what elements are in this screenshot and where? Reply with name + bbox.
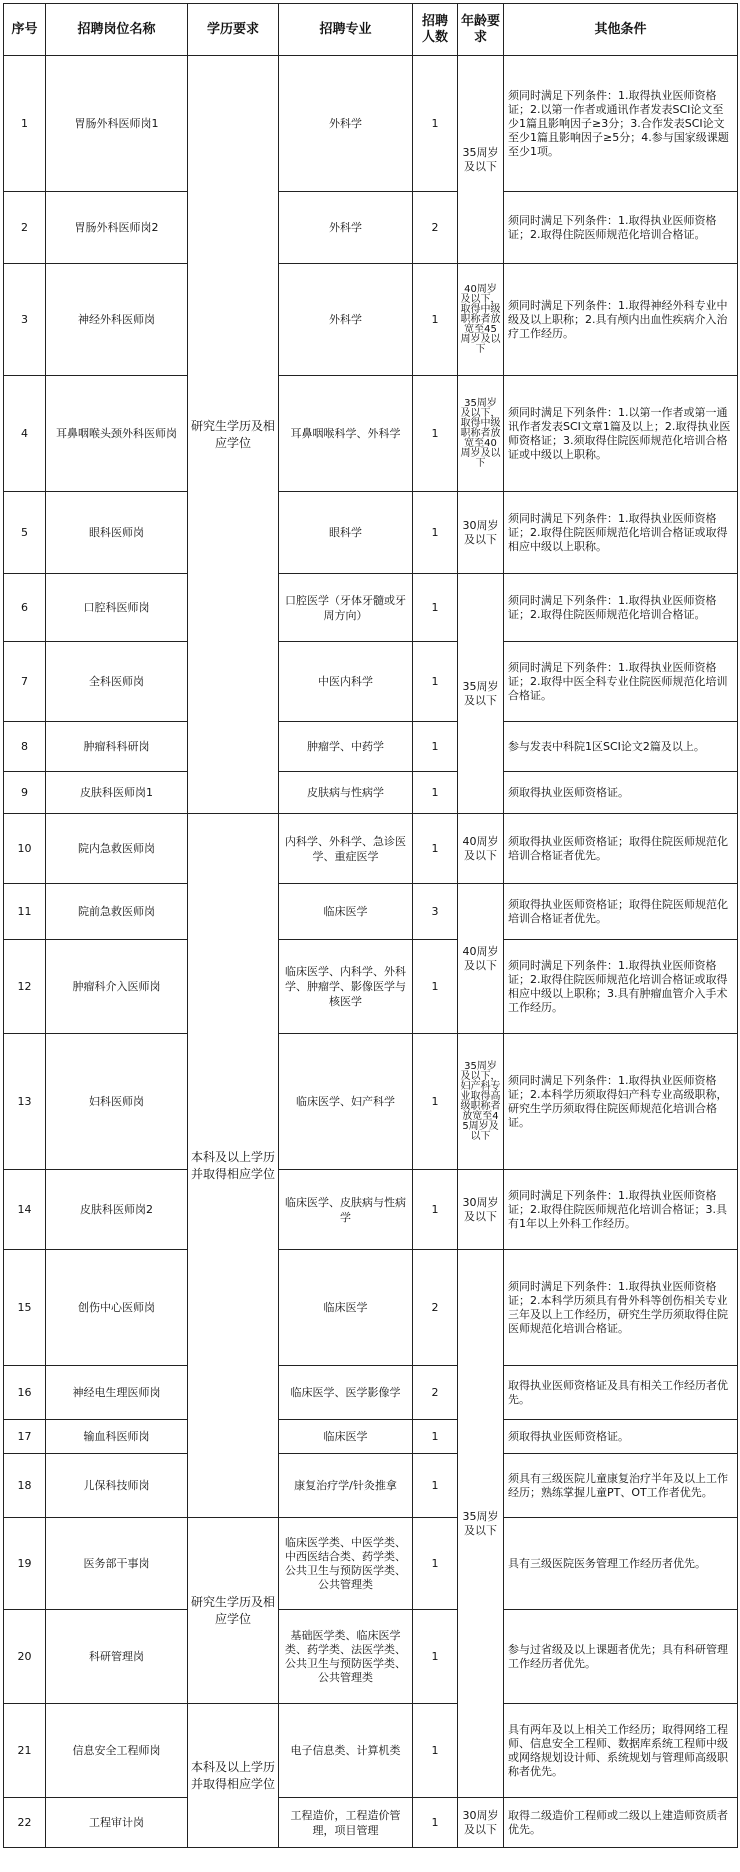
row-other: 须具有三级医院儿童康复治疗半年及以上工作经历；熟练掌握儿童PT、OT工作者优先。 [504,1454,738,1518]
table-row [4,814,738,884]
recruitment-table [3,3,738,1848]
table-row [4,940,738,1034]
row-post: 信息安全工程师岗 [46,1704,188,1798]
row-post: 肿瘤科介入医师岗 [46,940,188,1034]
row-count: 1 [413,1610,458,1704]
row-other: 具有三级医院医务管理工作经历者优先。 [504,1518,738,1610]
row-count: 2 [413,1250,458,1366]
row-no: 8 [4,722,46,772]
age-cell: 35周岁及以下，取得中级职称者放宽至40周岁及以下 [458,376,504,492]
row-count: 1 [413,722,458,772]
row-count: 1 [413,1420,458,1454]
table-row [4,1704,738,1798]
row-other: 须取得执业医师资格证。 [504,1420,738,1454]
row-no: 11 [4,884,46,940]
row-no: 15 [4,1250,46,1366]
row-other: 须同时满足下列条件：1.以第一作者或第一通讯作者发表SCI文章1篇及以上；2.取得执业医师资格证；3.须取得住院医师规范化培训合格证或中级以上职称。 [504,376,738,492]
table-row [4,56,738,192]
row-count: 1 [413,1798,458,1848]
age-cell: 35周岁及以下 [458,574,504,814]
row-no: 18 [4,1454,46,1518]
row-post: 输血科医师岗 [46,1420,188,1454]
row-other: 须同时满足下列条件：1.取得执业医师资格证；2.取得住院医师规范化培训合格证。 [504,574,738,642]
row-other: 须取得执业医师资格证。 [504,772,738,814]
row-other: 取得二级造价工程师或二级以上建造师资质者优先。 [504,1798,738,1848]
header-education: 学历要求 [188,4,279,56]
education-cell: 本科及以上学历并取得相应学位 [188,1704,279,1848]
row-no: 22 [4,1798,46,1848]
row-count: 1 [413,1170,458,1250]
age-cell: 40周岁及以下 [458,884,504,1034]
table-row [4,192,738,264]
table-row [4,722,738,772]
row-post: 胃肠外科医师岗1 [46,56,188,192]
age-cell: 35周岁及以下 [458,56,504,264]
row-no: 3 [4,264,46,376]
table-row [4,1518,738,1610]
row-major: 临床医学、皮肤病与性病学 [279,1170,413,1250]
header-count: 招聘人数 [413,4,458,56]
age-cell: 30周岁及以下 [458,1798,504,1848]
row-other: 具有两年及以上相关工作经历；取得网络工程师、信息安全工程师、数据库系统工程师中级或网络规划设计师、系统规划与管理师高级职称者优先。 [504,1704,738,1798]
row-no: 6 [4,574,46,642]
row-other: 须同时满足下列条件：1.取得执业医师资格证；2.以第一作者或通讯作者发表SCI论文至少1篇且影响因子≥3分；3.合作发表SCI论文至少1篇且影响因子≥5分；4.参与国家级课题至少1项。 [504,56,738,192]
row-major: 临床医学类、中医学类、中西医结合类、药学类、公共卫生与预防医学类、公共管理类 [279,1518,413,1610]
table-row [4,1366,738,1420]
education-cell: 本科及以上学历并取得相应学位 [188,814,279,1518]
row-major: 外科学 [279,264,413,376]
header-major: 招聘专业 [279,4,413,56]
row-post: 院前急救医师岗 [46,884,188,940]
row-post: 眼科医师岗 [46,492,188,574]
row-count: 2 [413,1366,458,1420]
row-post: 肿瘤科科研岗 [46,722,188,772]
row-no: 12 [4,940,46,1034]
row-no: 2 [4,192,46,264]
header-other: 其他条件 [504,4,738,56]
row-count: 2 [413,192,458,264]
row-count: 1 [413,56,458,192]
row-post: 口腔科医师岗 [46,574,188,642]
row-post: 儿保科技师岗 [46,1454,188,1518]
row-other: 取得执业医师资格证及具有相关工作经历者优先。 [504,1366,738,1420]
row-post: 耳鼻咽喉头颈外科医师岗 [46,376,188,492]
table-row [4,264,738,376]
table-row [4,376,738,492]
row-major: 临床医学、医学影像学 [279,1366,413,1420]
row-post: 神经外科医师岗 [46,264,188,376]
row-major: 临床医学、妇产科学 [279,1034,413,1170]
age-cell: 30周岁及以下 [458,492,504,574]
row-other: 须同时满足下列条件：1.取得神经外科专业中级及以上职称；2.具有颅内出血性疾病介入治疗工作经历。 [504,264,738,376]
header-row [4,4,738,56]
row-major: 外科学 [279,192,413,264]
row-no: 19 [4,1518,46,1610]
row-no: 13 [4,1034,46,1170]
table-row [4,642,738,722]
row-post: 工程审计岗 [46,1798,188,1848]
row-no: 7 [4,642,46,722]
row-post: 神经电生理医师岗 [46,1366,188,1420]
row-other: 须同时满足下列条件：1.取得执业医师资格证；2.取得住院医师规范化培训合格证或取得相应中级以上职称；3.具有肿瘤血管介入手术工作经历。 [504,940,738,1034]
table-row [4,1034,738,1170]
row-count: 1 [413,1704,458,1798]
row-count: 1 [413,814,458,884]
row-count: 1 [413,492,458,574]
row-post: 全科医师岗 [46,642,188,722]
row-no: 4 [4,376,46,492]
row-other: 须同时满足下列条件：1.取得执业医师资格证；2.取得中医全科专业住院医师规范化培训合格证。 [504,642,738,722]
row-post: 医务部干事岗 [46,1518,188,1610]
row-post: 胃肠外科医师岗2 [46,192,188,264]
table-row [4,492,738,574]
table-row [4,1454,738,1518]
row-major: 眼科学 [279,492,413,574]
table-row [4,1170,738,1250]
row-no: 14 [4,1170,46,1250]
row-other: 须同时满足下列条件：1.取得执业医师资格证；2.取得住院医师规范化培训合格证或取得相应中级以上职称。 [504,492,738,574]
table-row [4,772,738,814]
table-row [4,574,738,642]
education-cell: 研究生学历及相应学位 [188,56,279,814]
row-other: 须同时满足下列条件：1.取得执业医师资格证；2.本科学历须取得妇产科专业高级职称，研究生学历须取得住院医师规范化培训合格证。 [504,1034,738,1170]
age-cell: 35周岁及以下 [458,1250,504,1798]
row-post: 创伤中心医师岗 [46,1250,188,1366]
age-cell: 30周岁及以下 [458,1170,504,1250]
row-other: 须同时满足下列条件：1.取得执业医师资格证；2.取得住院医师规范化培训合格证；3.具有1年以上外科工作经历。 [504,1170,738,1250]
row-count: 1 [413,1518,458,1610]
row-other: 参与过省级及以上课题者优先；具有科研管理工作经历者优先。 [504,1610,738,1704]
row-other: 须同时满足下列条件：1.取得执业医师资格证；2.取得住院医师规范化培训合格证。 [504,192,738,264]
row-major: 工程造价，工程造价管理，项目管理 [279,1798,413,1848]
education-cell: 研究生学历及相应学位 [188,1518,279,1704]
row-count: 1 [413,772,458,814]
row-count: 1 [413,940,458,1034]
table-row [4,1420,738,1454]
table-row [4,1250,738,1366]
row-major: 中医内科学 [279,642,413,722]
row-major: 外科学 [279,56,413,192]
row-major: 肿瘤学、中药学 [279,722,413,772]
row-major: 内科学、外科学、急诊医学、重症医学 [279,814,413,884]
row-major: 临床医学 [279,884,413,940]
row-no: 5 [4,492,46,574]
table-row [4,884,738,940]
row-post: 妇科医师岗 [46,1034,188,1170]
row-count: 1 [413,642,458,722]
row-other: 参与发表中科院1区SCI论文2篇及以上。 [504,722,738,772]
row-post: 皮肤科医师岗1 [46,772,188,814]
row-other: 须取得执业医师资格证；取得住院医师规范化培训合格证者优先。 [504,814,738,884]
row-post: 皮肤科医师岗2 [46,1170,188,1250]
row-major: 基础医学类、临床医学类、药学类、法医学类、公共卫生与预防医学类、公共管理类 [279,1610,413,1704]
row-no: 16 [4,1366,46,1420]
row-count: 3 [413,884,458,940]
row-post: 院内急救医师岗 [46,814,188,884]
row-other: 须取得执业医师资格证；取得住院医师规范化培训合格证者优先。 [504,884,738,940]
row-count: 1 [413,264,458,376]
row-no: 21 [4,1704,46,1798]
row-count: 1 [413,1454,458,1518]
age-cell: 40周岁及以下 [458,814,504,884]
row-no: 17 [4,1420,46,1454]
age-cell: 35周岁及以下，妇产科专业取得高级职称者放宽至45周岁及以下 [458,1034,504,1170]
row-count: 1 [413,1034,458,1170]
row-post: 科研管理岗 [46,1610,188,1704]
row-count: 1 [413,574,458,642]
header-no: 序号 [4,4,46,56]
header-age: 年龄要求 [458,4,504,56]
row-major: 电子信息类、计算机类 [279,1704,413,1798]
header-post: 招聘岗位名称 [46,4,188,56]
row-no: 1 [4,56,46,192]
row-major: 康复治疗学/针灸推拿 [279,1454,413,1518]
row-major: 口腔医学（牙体牙髓或牙周方向） [279,574,413,642]
row-no: 9 [4,772,46,814]
table-row [4,1610,738,1704]
row-major: 临床医学 [279,1420,413,1454]
row-major: 皮肤病与性病学 [279,772,413,814]
row-no: 10 [4,814,46,884]
age-cell: 40周岁及以下，取得中级职称者放宽至45周岁及以下 [458,264,504,376]
table-row [4,1798,738,1848]
row-major: 耳鼻咽喉科学、外科学 [279,376,413,492]
row-count: 1 [413,376,458,492]
row-other: 须同时满足下列条件：1.取得执业医师资格证；2.本科学历须具有骨外科等创伤相关专业三年及以上工作经历，研究生学历须取得住院医师规范化培训合格证。 [504,1250,738,1366]
row-no: 20 [4,1610,46,1704]
row-major: 临床医学 [279,1250,413,1366]
row-major: 临床医学、内科学、外科学、肿瘤学、影像医学与核医学 [279,940,413,1034]
